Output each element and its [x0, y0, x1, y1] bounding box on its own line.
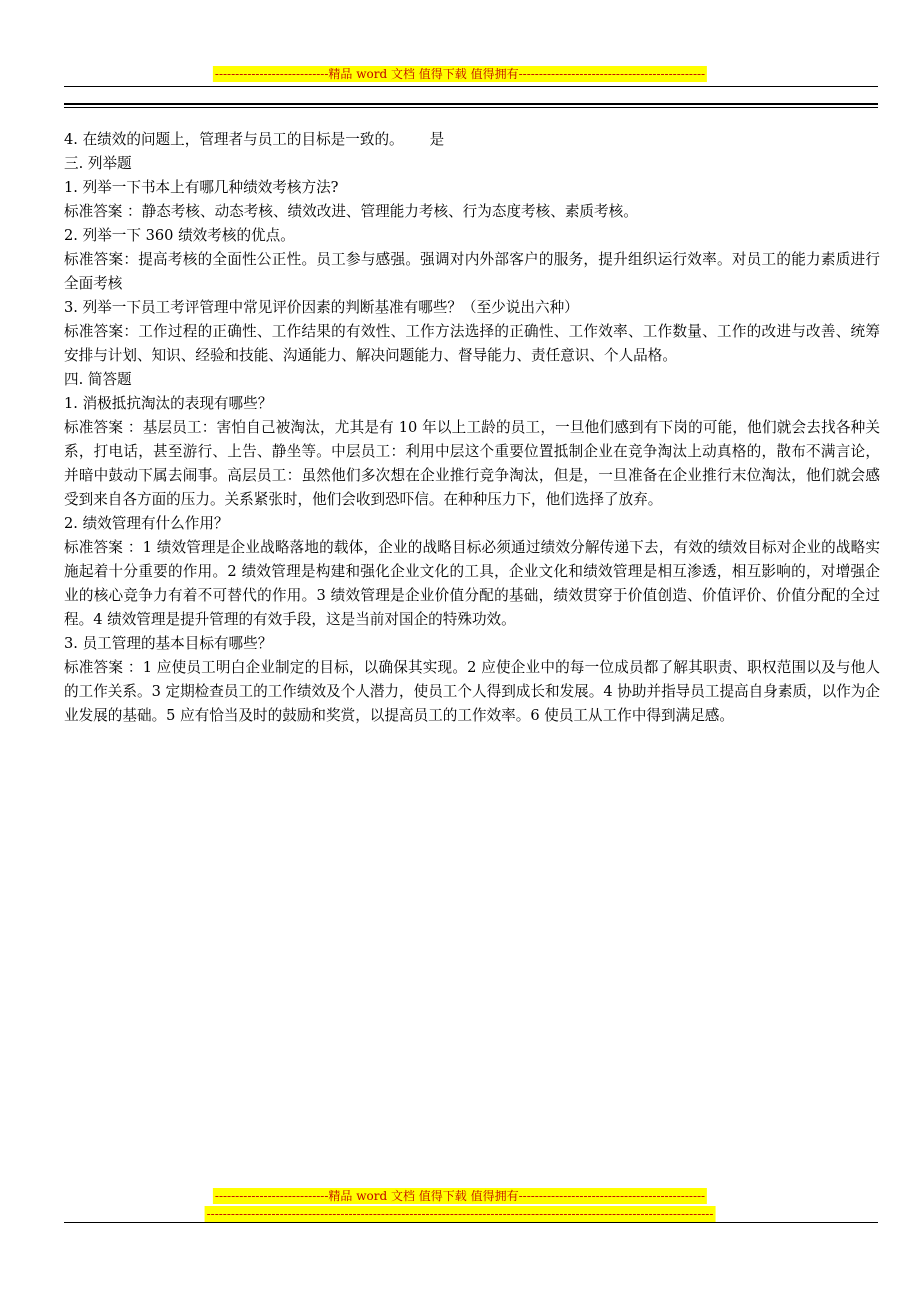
question-4-answer: 是 [429, 131, 445, 148]
section-3-question-1: 1. 列举一下书本上有哪几种绩效考核方法? [64, 179, 339, 196]
section-3-question-3: 3. 列举一下员工考评管理中常见评价因素的判断基准有哪些？（至少说出六种） [64, 299, 579, 316]
section-4-title: 四. 简答题 [64, 371, 132, 388]
header-rule-thick [64, 103, 878, 105]
header-banner: ----------------------------精品 word 文档 值得下载 值得拥有---------------------------------------------- [214, 67, 706, 81]
section-4-question-2: 2. 绩效管理有什么作用？ [64, 515, 229, 532]
section-3-question-2: 2. 列举一下 360 绩效考核的优点。 [64, 227, 295, 244]
section-4-question-1: 1. 消极抵抗淘汰的表现有哪些？ [64, 395, 273, 412]
section-4-answer-2: 标准答案 ：1 绩效管理是企业战略落地的载体，企业的战略目标必须通过绩效分解传递下去，有效的绩效目标对企业的战略实施起着十分重要的作用。2 绩效管理是构建和强化企业文化的工具，企业文化和绩效管理是相互渗透，相互影响的，对增强企业的核心竞争力有着不可替代的作用。3 绩效管理是企业价值分配的基础，绩效贯穿于价值创造、价值评价、价值分配的全过程。4 绩效管理是提升管理的有效手段，这是当前对国企的特殊功效。 [64, 539, 880, 628]
section-3-answer-1: 标准答案 ：静态考核、动态考核、绩效改进、管理能力考核、行为态度考核、素质考核。 [64, 203, 638, 220]
footer-banner: ----------------------------精品 word 文档 值得下载 值得拥有---------------------------------------------- [214, 1189, 706, 1203]
section-3-answer-3: 标准答案：工作过程的正确性、工作结果的有效性、工作方法选择的正确性、工作效率、工作数量、工作的改进与改善、统筹安排与计划、知识、经验和技能、沟通能力、解决问题能力、督导能力、责任意识、个人品格。 [64, 323, 880, 364]
question-4-text: 4. 在绩效的问题上，管理者与员工的目标是一致的。 [64, 131, 404, 148]
section-4-question-3: 3. 员工管理的基本目标有哪些？ [64, 635, 273, 652]
header-rule-top [64, 86, 878, 87]
section-3-answer-2: 标准答案：提高考核的全面性公正性。员工参与感强。强调对内外部客户的服务，提升组织运行效率。对员工的能力素质进行全面考核 [64, 251, 880, 292]
header-rule-thin [64, 107, 878, 108]
section-4-answer-3: 标准答案 ：1 应使员工明白企业制定的目标，以确保其实现。2 应使企业中的每一位成员都了解其职责、职权范围以及与他人的工作关系。3 定期检查员工的工作绩效及个人潜力，使员工个人得到成长和发展。4 协助并指导员工提高自身素质，以作为企业发展的基础。5 应有恰当及时的鼓励和奖赏，以提高员工的工作效率。6 使员工从工作中得到满足感。 [64, 659, 880, 724]
footer-dash-line: ----------------------------------------------------------------------------------------------------------------------------- [206, 1207, 714, 1221]
footer-rule [64, 1222, 878, 1223]
section-3-title: 三. 列举题 [64, 155, 132, 172]
section-4-answer-1: 标准答案 ：基层员工：害怕自己被淘汰，尤其是有 10 年以上工龄的员工，一旦他们感到有下岗的可能，他们就会去找各种关系，打电话，甚至游行、上告、静坐等。中层员工：利用中层这个重要位置抵制企业在竞争淘汰上动真格的，散布不满言论，并暗中鼓动下属去闹事。高层员工：虽然他们多次想在企业推行竞争淘汰，但是，一旦准备在企业推行末位淘汰，他们就会感受到来自各方面的压力。关系紧张时，他们会收到恐吓信。在种种压力下，他们选择了放弃。 [64, 419, 880, 508]
question-4 [64, 128, 880, 152]
document-body [64, 128, 880, 728]
